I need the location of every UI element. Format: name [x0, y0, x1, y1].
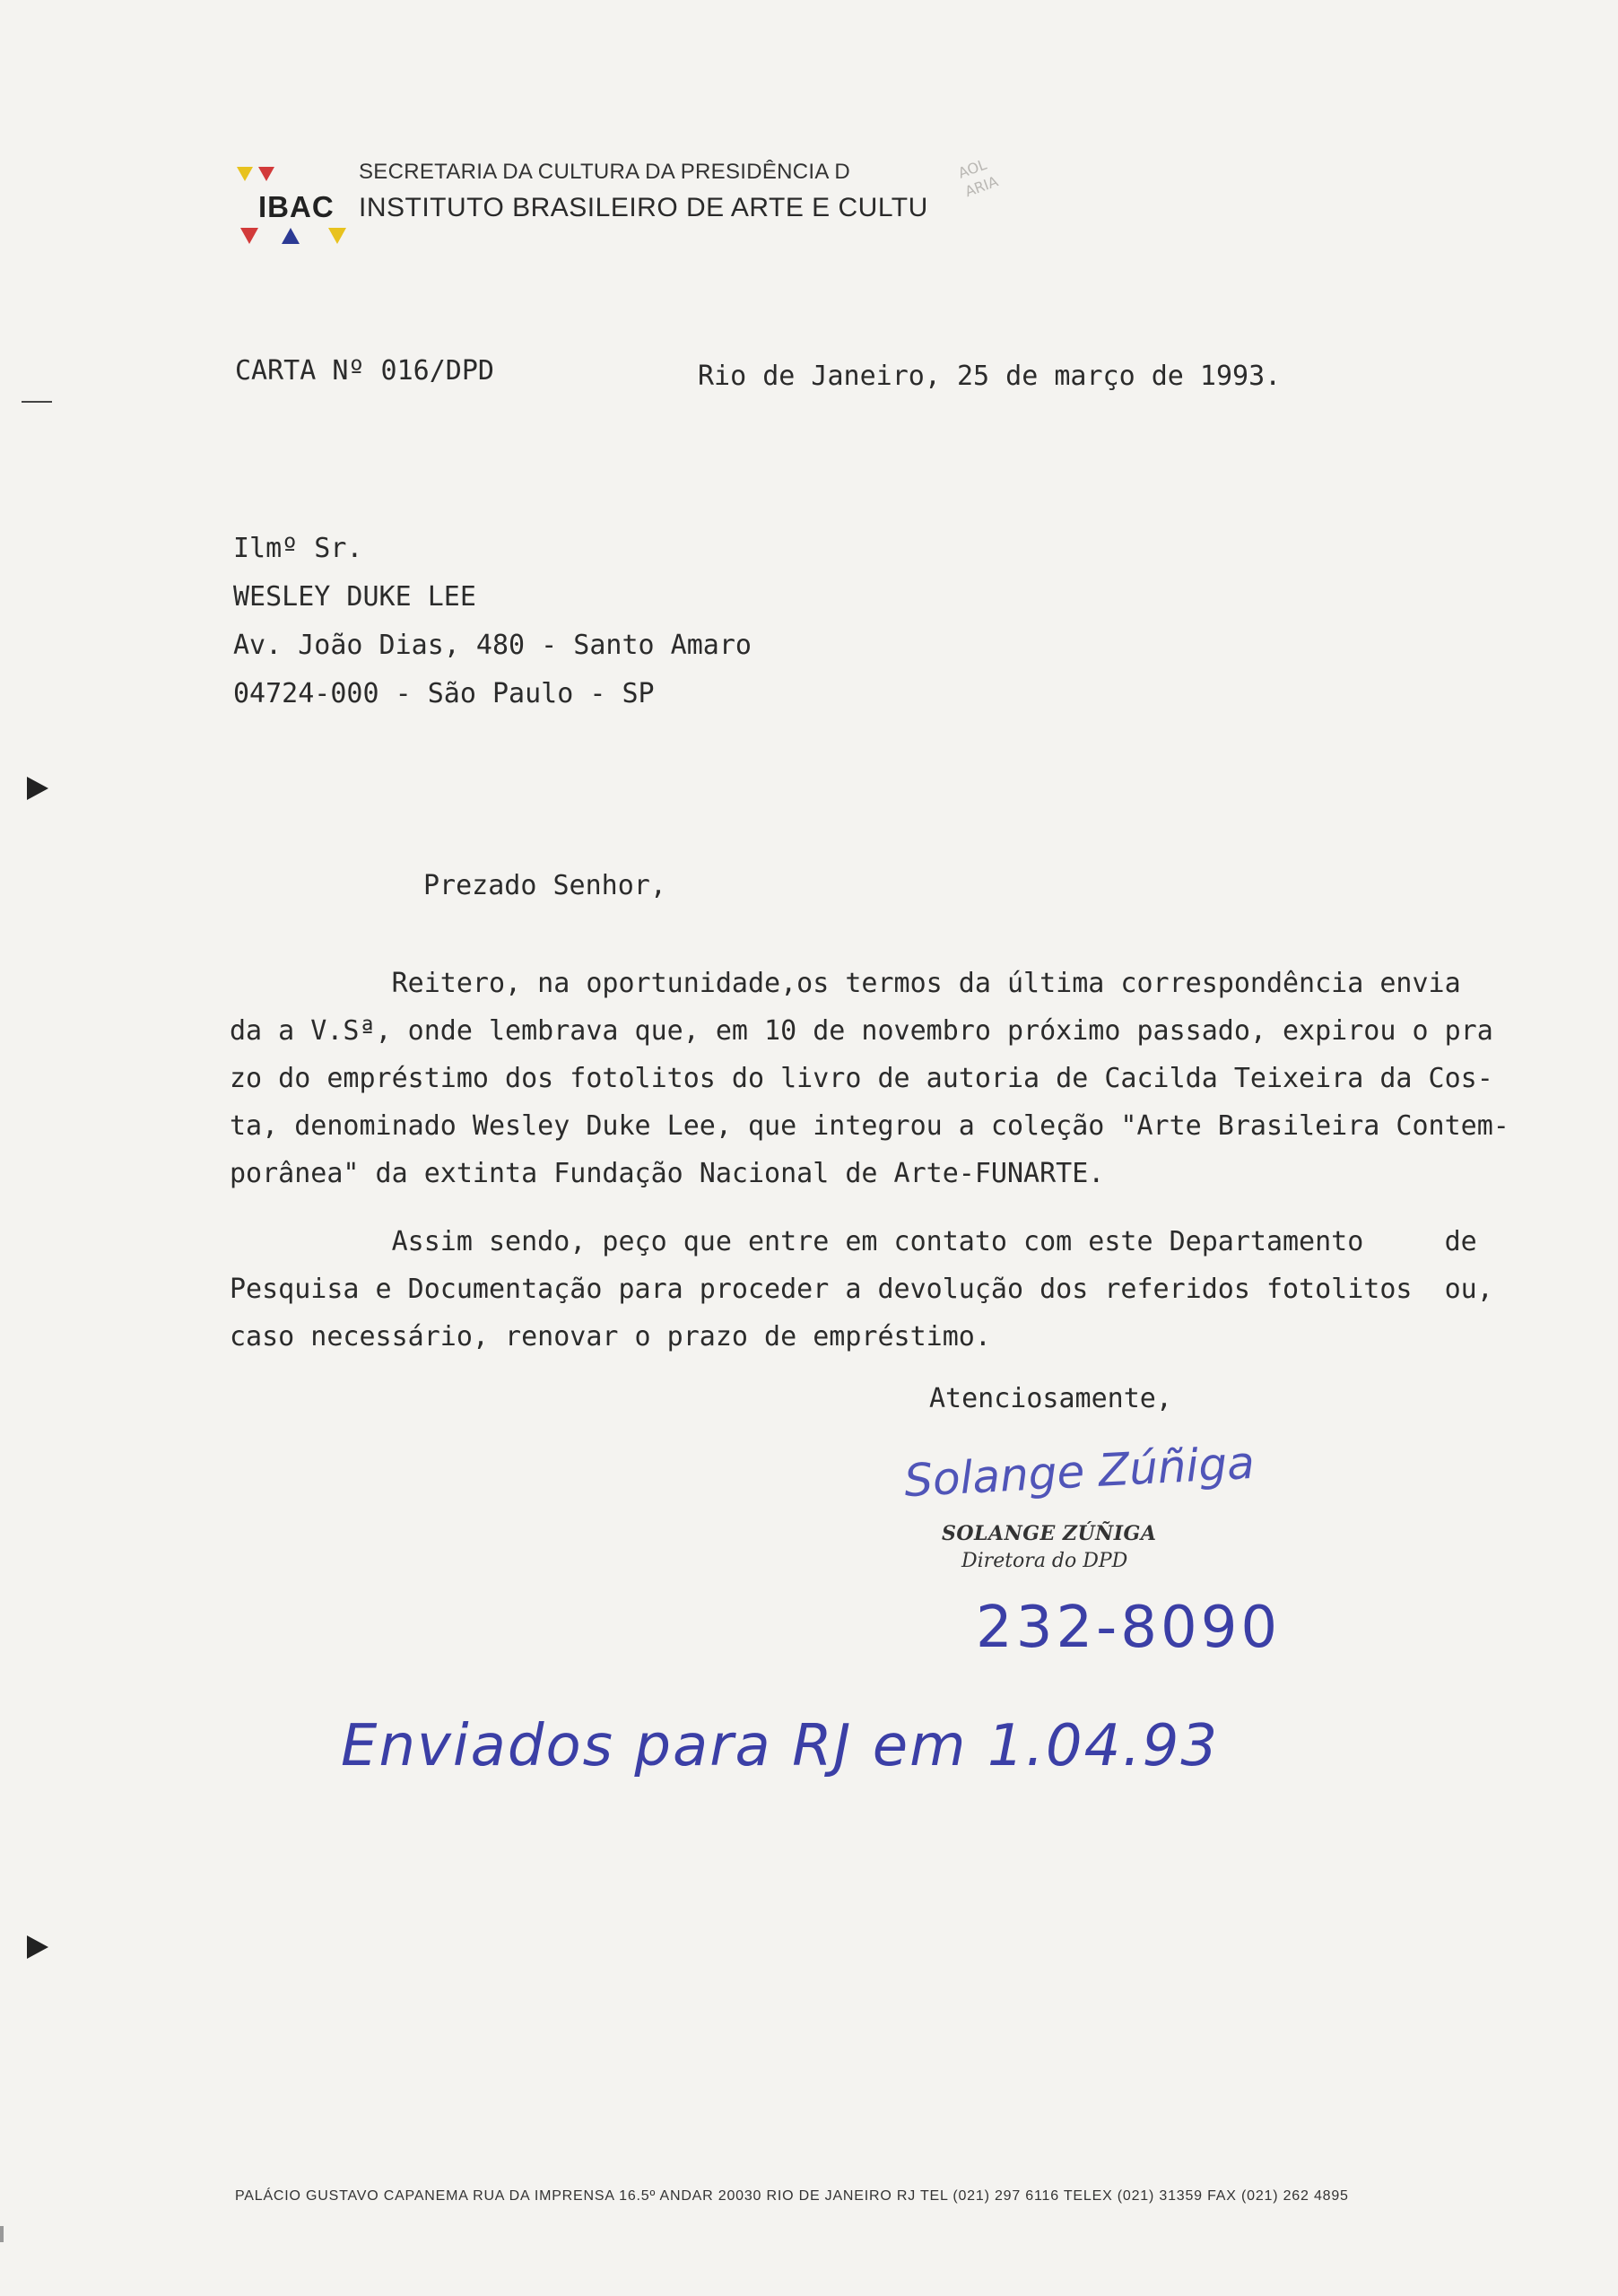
closing: Atenciosamente, [929, 1383, 1172, 1414]
recipient-address-line-2: 04724-000 - São Paulo - SP [233, 678, 655, 709]
letterhead-secretaria: SECRETARIA DA CULTURA DA PRESIDÊNCIA D [359, 160, 850, 184]
ibac-logo [235, 163, 361, 258]
edge-mark [0, 2226, 4, 2242]
paragraph-line: ta, denominado Wesley Duke Lee, que integrou a coleção "Arte Brasileira Contem- [230, 1110, 1509, 1142]
margin-tick [22, 401, 52, 403]
faded-stamp [955, 140, 1044, 223]
body-paragraph-2 [230, 1218, 1493, 1361]
margin-arrow-marker [27, 1935, 48, 1959]
letterhead-footer-address: PALÁCIO GUSTAVO CAPANEMA RUA DA IMPRENSA 16.5º ANDAR 20030 RIO DE JANEIRO RJ TEL (021) 297 6116 TELEX (021) 31359 FAX (021) 262 4895 [235, 2188, 1349, 2204]
recipient-name: WESLEY DUKE LEE [233, 581, 476, 613]
handwritten-phone-number: 232-8090 [976, 1595, 1282, 1661]
recipient-address-line-1: Av. João Dias, 480 - Santo Amaro [233, 630, 752, 661]
paragraph-line: Pesquisa e Documentação para proceder a devolução dos referidos fotolitos ou, [230, 1274, 1493, 1305]
recipient-title: Ilmº Sr. [233, 533, 363, 564]
stamp-line-1: AOL [955, 155, 989, 182]
handwritten-note: Enviados para RJ em 1.04.93 [341, 1713, 1220, 1779]
handwritten-signature: Solange Zúñiga [902, 1436, 1257, 1508]
paragraph-line: porânea" da extinta Fundação Nacional de Arte-FUNARTE. [230, 1158, 1105, 1189]
letter-date: Rio de Janeiro, 25 de março de 1993. [698, 361, 1282, 392]
paragraph-line: Reitero, na oportunidade,os termos da última correspondência envia [230, 968, 1461, 999]
signatory-role: Diretora do DPD [961, 1550, 1128, 1572]
paragraph-line: da a V.Sª, onde lembrava que, em 10 de novembro próximo passado, expirou o pra [230, 1015, 1493, 1047]
letter-reference: CARTA Nº 016/DPD [235, 355, 494, 387]
margin-arrow-marker [27, 777, 48, 800]
paragraph-line: Assim sendo, peço que entre em contato com este Departamento de [230, 1226, 1477, 1257]
logo-wordmark: IBAC [258, 190, 335, 223]
paragraph-line: zo do empréstimo dos fotolitos do livro de autoria de Cacilda Teixeira da Cos- [230, 1063, 1493, 1094]
body-paragraph-1 [230, 960, 1509, 1197]
paragraph-line: caso necessário, renovar o prazo de empréstimo. [230, 1321, 991, 1352]
stamp-line-2: ARIA [962, 172, 1001, 201]
signatory-name: SOLANGE ZÚÑIGA [942, 1522, 1157, 1545]
greeting: Prezado Senhor, [423, 870, 666, 901]
letterhead-instituto: INSTITUTO BRASILEIRO DE ARTE E CULTU [359, 193, 928, 222]
